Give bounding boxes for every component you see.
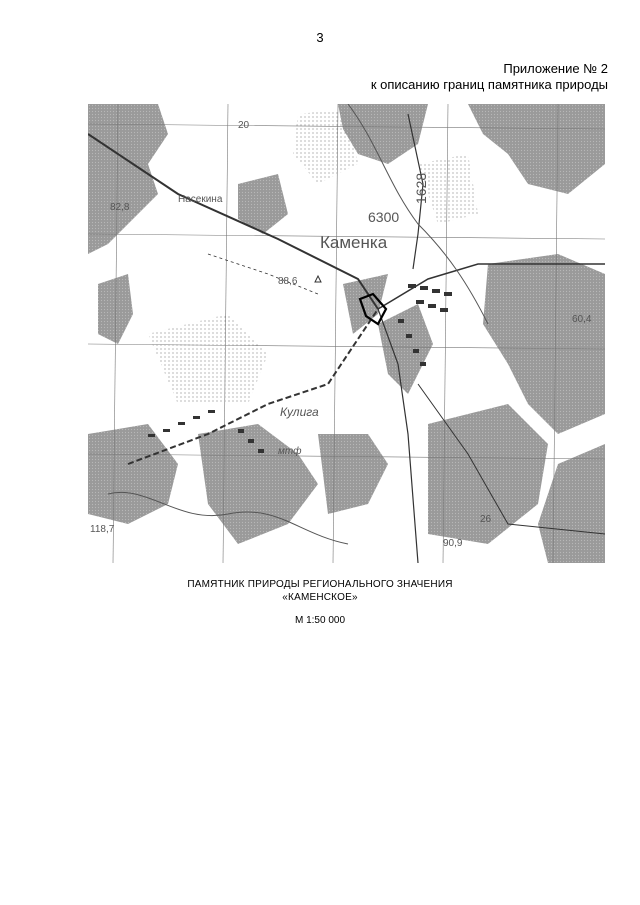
label-26: 26 <box>480 514 492 525</box>
label-road-1628: 1628 <box>413 172 429 204</box>
caption-line-2: «КАМЕНСКОЕ» <box>282 592 358 603</box>
label-nasekina: Насекина <box>178 194 223 205</box>
label-height-118-7: 118,7 <box>90 524 115 535</box>
label-height-82-8: 82,8 <box>110 202 130 213</box>
map-scale: М 1:50 000 <box>294 615 346 626</box>
page-number: 3 <box>316 30 324 45</box>
label-kamenka: Каменка <box>320 233 388 252</box>
map-svg <box>88 104 605 563</box>
triangulation-marker-icon <box>315 276 321 282</box>
label-road-6300: 6300 <box>368 209 400 225</box>
label-height-90-9: 90,9 <box>443 538 463 549</box>
map-caption <box>0 578 640 604</box>
appendix-title: Приложение № 2 <box>503 61 608 76</box>
caption-line-1: ПАМЯТНИК ПРИРОДЫ РЕГИОНАЛЬНОГО ЗНАЧЕНИЯ <box>187 579 453 590</box>
label-height-60-4: 60,4 <box>572 314 592 325</box>
label-20: 20 <box>238 120 250 131</box>
appendix-header <box>371 61 608 93</box>
appendix-subtitle: к описанию границ памятника природы <box>370 77 608 92</box>
label-height-88-6: 88,6 <box>278 276 298 287</box>
topographic-map <box>88 104 605 563</box>
label-mtf: мтф <box>278 446 302 457</box>
label-kuliga: Кулига <box>280 405 319 419</box>
